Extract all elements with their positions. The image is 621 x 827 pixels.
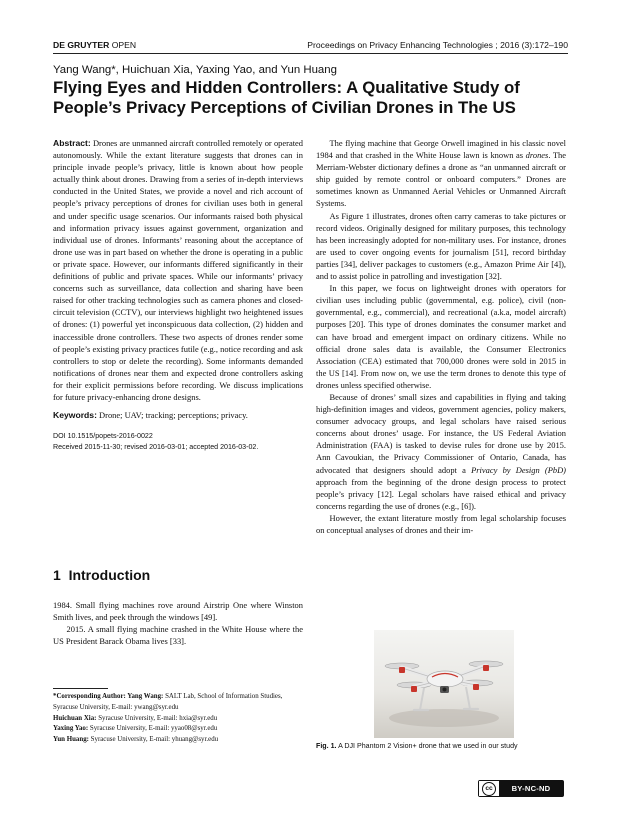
footnote-text: Syracuse University, E-mail: yyao08@syr.edu (88, 725, 218, 733)
intro-paragraph: 2015. A small flying machine crashed in the White House where the US President Barack Obama lives [33]. (53, 624, 303, 647)
section-title: Introduction (68, 567, 151, 583)
body-paragraph: In this paper, we focus on lightweight drones with operators for civilian uses including public (governmental, e.g. police), civil (non-governmental, e.g., commercial), and recreational (a.k.a, model aircraft) purposes [20]. This type of drones dominates the consumer market and can have broad and emergent impact on ordinary citizens. While no official drone sales data is available, the Consumer Electronics Association (CEA) estimated that 700,000 drones were sold in 2015 in the US [14]. From now on, we use the term drones to denote this type of drones unless specified otherwise. (316, 283, 566, 390)
intro-text (53, 599, 303, 647)
keywords-label: Keywords: (53, 410, 97, 421)
footnote-text: Syracuse University, E-mail: hxia@syr.edu (96, 714, 218, 722)
figure-label: Fig. 1. (316, 742, 337, 750)
figure-1 (316, 630, 566, 738)
abstract-label: Abstract: (53, 138, 91, 148)
body-paragraph: Because of drones’ small sizes and capabilities in flying and taking high-definition images and videos, government agencies, policy makers, consumer advocacy groups, and legal scholars have raised serious concerns about drones’ usage. For instance, the US Federal Aviation Administration (FAA) is tasked to devise rules for drone use by 2015. Ann Cavoukian, the Privacy Commissioner of Ontario, Canada, has advocated that designers should adopt a Privacy by Design (PbD) approach from the beginning of the drone design process to protect people’s privacy [12]. Legal scholars have raised ethical and privacy concerns regarding the use of drones (e.g., [6]). (316, 391, 566, 511)
abstract (53, 137, 303, 403)
left-column (53, 137, 303, 452)
footnote-text: Syracuse University, E-mail: yhuang@syr.edu (88, 736, 219, 744)
footnote-rule (53, 688, 108, 689)
author-list: Yang Wang*, Huichuan Xia, Yaxing Yao, and Yun Huang (53, 64, 337, 76)
body-paragraph: As Figure 1 illustrates, drones often carry cameras to take pictures or record videos. Originally designed for military purposes, this technology has been increasingly adopted for non-military uses. For instance, drones are used to cover ongoing events for journalism [51], record birthday parties [34], deliver packages to customers (e.g., Amazon Prime Air [4]), and to assist police in patrolling and investigation [32]. (316, 210, 566, 282)
section-number: 1 (53, 567, 61, 583)
keywords-text: Drone; UAV; tracking; perceptions; privacy. (96, 410, 248, 421)
emphasis: Privacy by Design (PbD) (471, 464, 566, 475)
footnote-name: Yun Huang: (53, 736, 89, 744)
abstract-text: Drones are unmanned aircraft controlled remotely or operated autonomously. While the extant literature suggests that drones can in principle invade people’s privacy, little is known about how people actually think about drones. Drawing from a series of in-depth interviews conducted in the United States, we provide a novel and rich account of people’s privacy perceptions of drones for civilian uses both in general and under specific usage scenarios. Our informants raised both physical and information privacy issues against government, organization and individual use of drones. Informants’ reasoning about the acceptance of drone use was in part based on whether the drone is operating in a public or private space. However, our informants differed significantly in their definitions of public and private spaces. While our informants’ privacy concerns such as surveillance, data collection and sharing have been raised for other tracking technologies such as camera phones and closed-circuit television (CCTV), our interviews highlight two heightened issues of drones: (1) powerful yet inconspicuous data collection, (2) hidden and inaccessible drone controllers. These two aspects of drones render some of people’s existing privacy practices futile (e.g., notice recording and ask controllers to stop or delete the recording). Some informants demanded notifications of drones near them and expected drone controllers asking for their explicit permissions before recording. We discuss implications for future privacy-enhancing drone designs. (53, 138, 303, 402)
footnote (53, 724, 303, 735)
license-terms: BY-NC-ND (499, 781, 563, 796)
emphasis: drones (525, 150, 549, 161)
footnote (53, 692, 303, 714)
publisher-suffix: OPEN (111, 40, 137, 50)
footnote (53, 714, 303, 725)
keywords (53, 409, 303, 421)
footnote-text: SALT Lab, School of Information Studies, Syracuse University, E-mail: ywang@syr.edu (53, 693, 283, 711)
cc-icon: cc (479, 781, 499, 796)
publisher-name: DE GRUYTER (53, 40, 110, 50)
received-dates: Received 2015-11-30; revised 2016-03-01; accepted 2016-03-02. (53, 442, 259, 451)
right-column (316, 137, 566, 536)
doi: DOI 10.1515/popets-2016-0022 (53, 432, 153, 441)
figure-caption-text: A DJI Phantom 2 Vision+ drone that we used in our study (336, 742, 518, 750)
header-rule (53, 53, 568, 54)
section-heading (53, 567, 150, 583)
footnote-name: *Corresponding Author: Yang Wang: (53, 693, 164, 700)
running-header (53, 36, 568, 50)
body-paragraph: The flying machine that George Orwell imagined in his classic novel 1984 and that crashed in the White House lawn is known as drones. The Merriam-Webster dictionary defines a drone as “an unmanned aircraft or ship guided by remote control or onboard computers.” Drones are sometimes known as Unmanned Aerial Vehicles or Unmanned Aircraft Systems. (316, 138, 566, 209)
body-paragraph: However, the extant literature mostly from legal scholarship focuses on conceptual analyses of drones and their im- (316, 512, 566, 535)
drone-photo (374, 630, 514, 738)
paper-title: Flying Eyes and Hidden Controllers: A Qualitative Study of People’s Privacy Perceptions of Civilian Drones in The US (53, 78, 520, 117)
publisher (53, 40, 136, 50)
footnote-name: Yaxing Yao: (53, 725, 89, 733)
figure-caption (316, 742, 576, 750)
footnote-name: Huichuan Xia: (53, 714, 97, 722)
footnote (53, 735, 303, 746)
journal-citation: Proceedings on Privacy Enhancing Technologies ; 2016 (3):172–190 (307, 40, 568, 50)
author-footnotes (53, 692, 303, 746)
cc-license-badge[interactable] (478, 780, 564, 797)
intro-paragraph: 1984. Small flying machines rove around Airstrip One where Winston Smith lives, and peek through the windows [49]. (53, 600, 303, 623)
